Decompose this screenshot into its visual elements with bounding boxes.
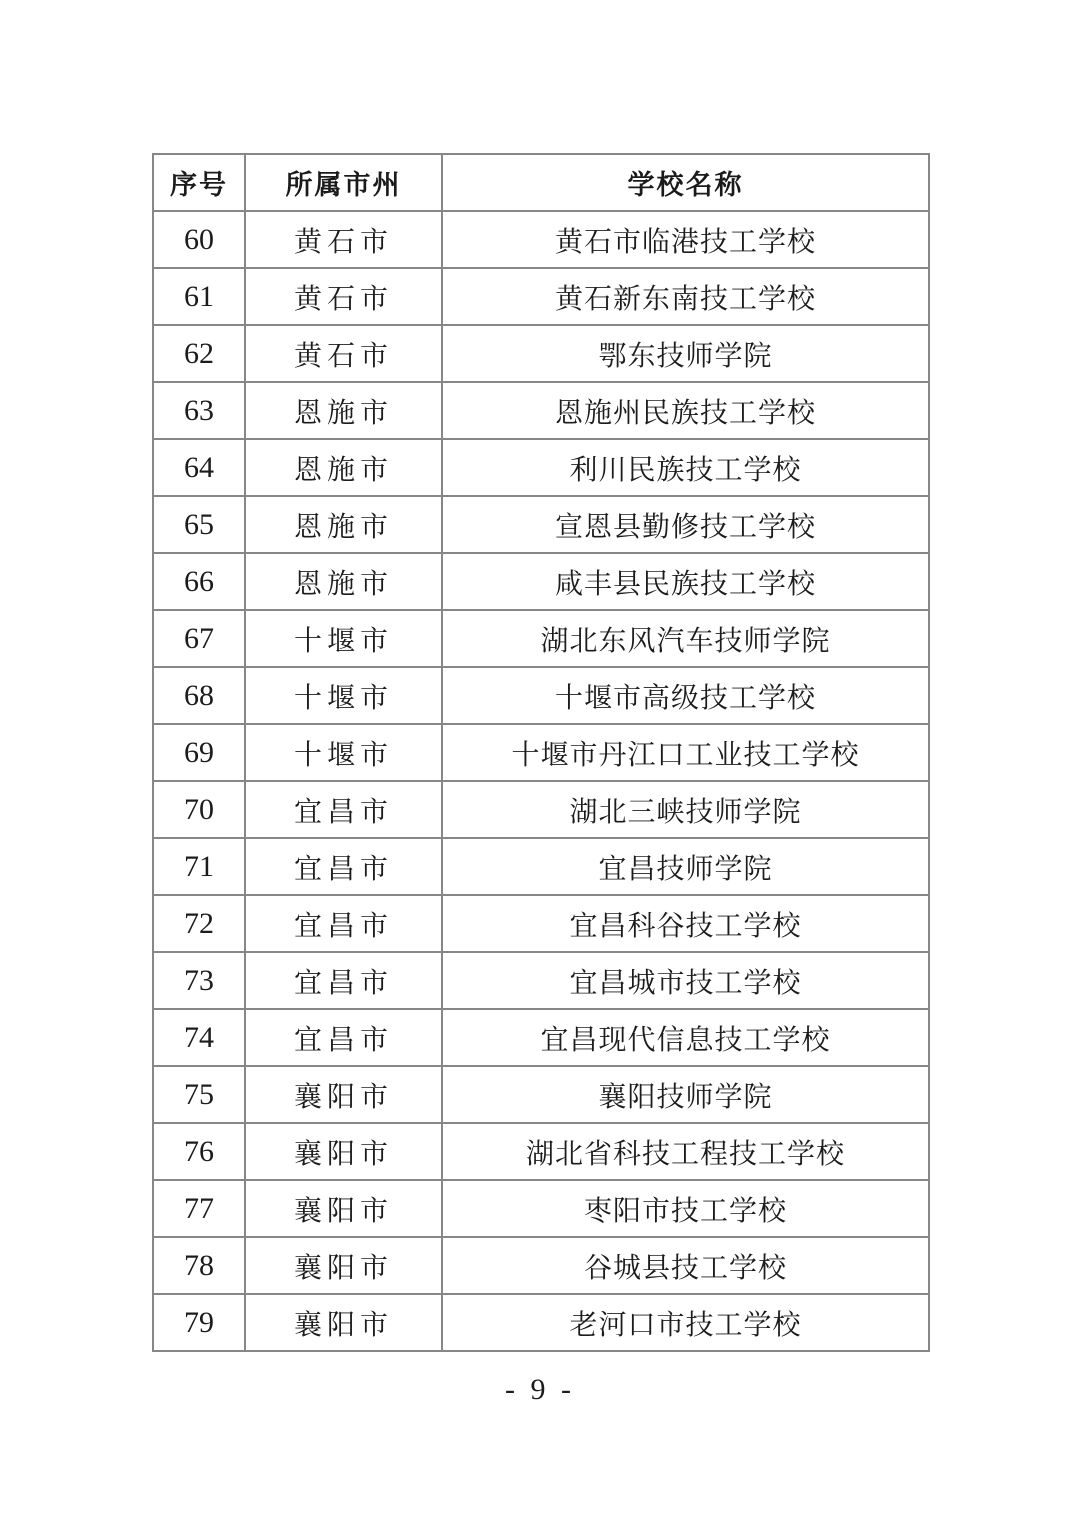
cell-school: 湖北东风汽车技师学院 xyxy=(442,610,929,667)
cell-school: 谷城县技工学校 xyxy=(442,1237,929,1294)
cell-school: 咸丰县民族技工学校 xyxy=(442,553,929,610)
cell-no: 76 xyxy=(153,1123,245,1180)
cell-no: 71 xyxy=(153,838,245,895)
table-row xyxy=(153,211,929,268)
cell-school: 老河口市技工学校 xyxy=(442,1294,929,1351)
cell-city: 襄阳市 xyxy=(245,1294,442,1351)
cell-city: 宜昌市 xyxy=(245,781,442,838)
cell-school: 枣阳市技工学校 xyxy=(442,1180,929,1237)
table-row xyxy=(153,1066,929,1123)
cell-city: 襄阳市 xyxy=(245,1066,442,1123)
cell-city: 宜昌市 xyxy=(245,895,442,952)
table-row xyxy=(153,724,929,781)
cell-no: 62 xyxy=(153,325,245,382)
table-row xyxy=(153,382,929,439)
school-table-container xyxy=(152,153,928,1352)
cell-city: 宜昌市 xyxy=(245,838,442,895)
cell-school: 黄石新东南技工学校 xyxy=(442,268,929,325)
table-row xyxy=(153,439,929,496)
column-header-city: 所属市州 xyxy=(245,154,442,211)
cell-no: 60 xyxy=(153,211,245,268)
cell-city: 襄阳市 xyxy=(245,1180,442,1237)
cell-city: 襄阳市 xyxy=(245,1123,442,1180)
cell-school: 宣恩县勤修技工学校 xyxy=(442,496,929,553)
page-number: - 9 - xyxy=(505,1373,575,1406)
cell-no: 63 xyxy=(153,382,245,439)
cell-school: 鄂东技师学院 xyxy=(442,325,929,382)
table-row xyxy=(153,610,929,667)
cell-city: 宜昌市 xyxy=(245,952,442,1009)
table-row xyxy=(153,496,929,553)
cell-city: 十堰市 xyxy=(245,610,442,667)
cell-school: 黄石市临港技工学校 xyxy=(442,211,929,268)
school-table xyxy=(152,153,930,1352)
table-row xyxy=(153,895,929,952)
cell-city: 黄石市 xyxy=(245,325,442,382)
cell-city: 恩施市 xyxy=(245,439,442,496)
cell-no: 66 xyxy=(153,553,245,610)
cell-city: 恩施市 xyxy=(245,382,442,439)
cell-school: 湖北省科技工程技工学校 xyxy=(442,1123,929,1180)
cell-city: 襄阳市 xyxy=(245,1237,442,1294)
cell-school: 利川民族技工学校 xyxy=(442,439,929,496)
column-header-serial-number: 序号 xyxy=(153,154,245,211)
table-row xyxy=(153,268,929,325)
cell-no: 72 xyxy=(153,895,245,952)
cell-no: 73 xyxy=(153,952,245,1009)
cell-no: 78 xyxy=(153,1237,245,1294)
cell-city: 恩施市 xyxy=(245,496,442,553)
cell-no: 68 xyxy=(153,667,245,724)
cell-no: 74 xyxy=(153,1009,245,1066)
cell-no: 65 xyxy=(153,496,245,553)
cell-city: 黄石市 xyxy=(245,268,442,325)
table-header-row xyxy=(153,154,929,211)
table-row xyxy=(153,1009,929,1066)
cell-city: 宜昌市 xyxy=(245,1009,442,1066)
cell-no: 67 xyxy=(153,610,245,667)
table-row xyxy=(153,781,929,838)
cell-no: 64 xyxy=(153,439,245,496)
cell-school: 宜昌技师学院 xyxy=(442,838,929,895)
table-row xyxy=(153,325,929,382)
cell-city: 恩施市 xyxy=(245,553,442,610)
table-row xyxy=(153,1237,929,1294)
table-row xyxy=(153,1294,929,1351)
table-row xyxy=(153,1180,929,1237)
table-body xyxy=(153,211,929,1351)
cell-city: 黄石市 xyxy=(245,211,442,268)
cell-no: 79 xyxy=(153,1294,245,1351)
table-row xyxy=(153,952,929,1009)
cell-school: 十堰市丹江口工业技工学校 xyxy=(442,724,929,781)
table-row xyxy=(153,838,929,895)
column-header-school-name: 学校名称 xyxy=(442,154,929,211)
cell-no: 61 xyxy=(153,268,245,325)
cell-school: 襄阳技师学院 xyxy=(442,1066,929,1123)
cell-no: 69 xyxy=(153,724,245,781)
cell-no: 75 xyxy=(153,1066,245,1123)
cell-school: 宜昌城市技工学校 xyxy=(442,952,929,1009)
table-row xyxy=(153,667,929,724)
cell-no: 77 xyxy=(153,1180,245,1237)
cell-school: 十堰市高级技工学校 xyxy=(442,667,929,724)
cell-city: 十堰市 xyxy=(245,724,442,781)
cell-school: 宜昌科谷技工学校 xyxy=(442,895,929,952)
table-row xyxy=(153,553,929,610)
cell-city: 十堰市 xyxy=(245,667,442,724)
cell-school: 宜昌现代信息技工学校 xyxy=(442,1009,929,1066)
cell-school: 湖北三峡技师学院 xyxy=(442,781,929,838)
table-row xyxy=(153,1123,929,1180)
cell-no: 70 xyxy=(153,781,245,838)
cell-school: 恩施州民族技工学校 xyxy=(442,382,929,439)
